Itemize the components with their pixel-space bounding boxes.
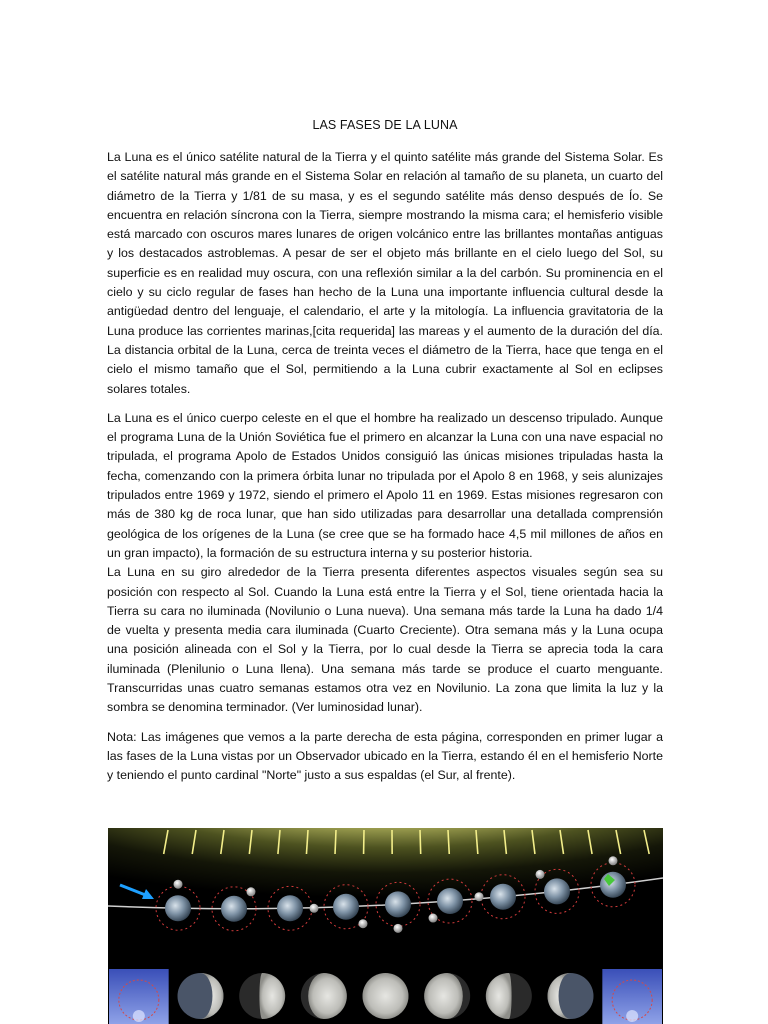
moon-marker: [394, 924, 403, 933]
paragraph-3: La Luna en su giro alrededor de la Tierra presenta diferentes aspectos visuales según sea su posición con respecto al Sol. Cuando la Luna está entre la Tierra y el Sol, tiene orientada hacia la Tierra su cara no iluminada (Novilunio o Luna nueva). Una semana más tarde la Luna ha dado 1/4 de vuelta y presenta media cara iluminada (Cuarto Creciente). Otra semana más y la Luna ocupa una posición alineada con el Sol y la Tierra, por lo cual desde la Tierra se aprecia toda la cara iluminada (Plenilunio o Luna llena). Una semana más tarde se produce el cuarto menguante. Transcurridas unas cuatro semanas estamos otra vez en Novilunio. La zona que limita la luz y la sombra se denomina terminador. (Ver luminosidad lunar).: [107, 565, 663, 715]
phase-cell: [424, 973, 470, 1019]
moon-marker: [246, 887, 255, 896]
phase-cell: [178, 973, 224, 1019]
moon-marker: [310, 904, 319, 913]
phase-cell: [109, 969, 169, 1024]
moon-phase-mark: [363, 973, 409, 1019]
page-title: LAS FASES DE LA LUNA: [312, 118, 458, 132]
paragraph-2: La Luna es el único cuerpo celeste en el que el hombre ha realizado un descenso tripulado. Aunque el programa Luna de la Unión Soviética fue el primero en alcanzar la Luna con una nave espacial no tripulada, el programa Apolo de Estados Unidos consiguió las únicas misiones tripuladas hasta la fecha, comenzando con la primera órbita lunar no tripulada por el Apolo 8 en 1968, y seis alunizajes tripulados entre 1969 y 1972, siendo el primero el Apolo 11 en 1969. Estas misiones regresaron con más de 380 kg de roca lunar, que han sido utilizadas para desarrollar una detallada comprensión geológica de los orígenes de la Luna (se cree que se ha formado hace 4,5 mil millones de años en un gran impacto), la formación de su estructura interna y su posterior historia.: [107, 410, 663, 560]
moon-marker: [609, 856, 618, 865]
moon-phases-figure: [108, 828, 663, 1024]
moon-marker: [536, 870, 545, 879]
moon-marker: [358, 919, 367, 928]
document-body: [107, 118, 663, 786]
phase-cell: [602, 969, 662, 1024]
sun-ray: [420, 830, 421, 854]
paragraph-4: Nota: Las imágenes que vemos a la parte derecha de esta página, corresponden en primer lugar a las fases de la Luna vistas por un Observador ubicado en la Tierra, estando él en el hemisferio Norte y teniendo el punto cardinal "Norte" justo a sus espaldas (el Sur, al frente).: [107, 729, 663, 783]
sun-ray: [335, 830, 336, 854]
moon-marker: [174, 880, 183, 889]
phase-cell: [301, 973, 347, 1019]
moon-marker: [475, 892, 484, 901]
paragraph-1: La Luna es el único satélite natural de la Tierra y el quinto satélite más grande del Sistema Solar. Es el satélite natural más grande en el Sistema Solar en relación al tamaño de su planeta, un cuarto del diámetro de la Tierra y 1/81 de su masa, y es el segundo satélite más denso después de Ío. Se encuentra en relación síncrona con la Tierra, siempre mostrando la misma cara; el hemisferio visible está marcado con oscuros mares lunares de origen volcánico entre las brillantes montañas antiguas y los destacados astroblemas. A pesar de ser el objeto más brillante en el cielo luego del Sol, su superficie es en realidad muy oscura, con una reflexión similar a la del carbón. Su prominencia en el cielo y su ciclo regular de fases han hecho de la Luna una importante influencia cultural desde la antigüedad dentro del lenguaje, el calendario, el arte y la mitología. La influencia gravitatoria de la Luna produce las corrientes marinas,[cita requerida] las mareas y el aumento de la duración del día. La distancia orbital de la Luna, cerca de treinta veces el diámetro de la Tierra, hace que tenga en el cielo el mismo tamaño que el Sol, permitiendo a la Luna cubrir exactamente al Sol en eclipses solares totales.: [107, 150, 663, 396]
phase-cell: [486, 973, 532, 1019]
phase-cell: [548, 973, 594, 1019]
moon-marker: [429, 914, 438, 923]
phase-cell: [239, 973, 285, 1019]
sun-glow: [108, 828, 663, 968]
phase-cells: [109, 969, 662, 1024]
phase-cell: [363, 973, 409, 1019]
moon-phases-diagram: [108, 828, 663, 1024]
